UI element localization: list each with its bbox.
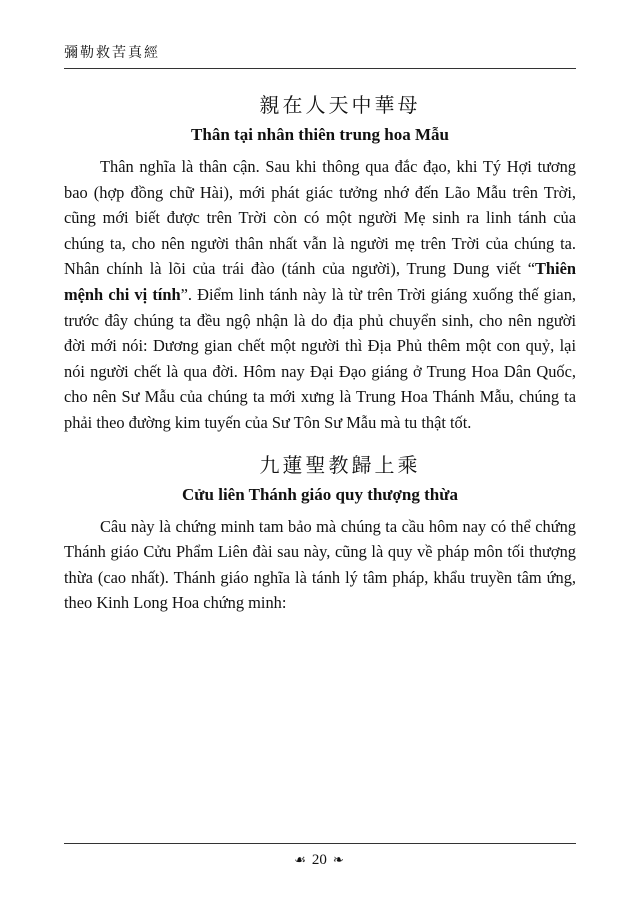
section-2 [64,448,576,616]
section-gap [64,436,576,448]
section-1-viet-title: Thân tại nhân thiên trung hoa Mẫu [191,125,449,144]
header-rule [64,68,576,69]
section-1-han-title: 親在人天中華母 [259,93,421,117]
ornament-right-icon: ❧ [332,853,344,868]
section-1 [64,88,576,436]
footer-rule [64,843,576,844]
running-header: 彌勒救苦真經 [64,45,160,61]
paragraph-text-after: ”. Điểm linh tánh này là từ trên Trời giáng xuống thế gian, trước đây chúng ta đều ngộ nhận là do địa phủ chuyển sinh, cho nên người đời mới nói: Dương gian chết một người thì Địa Phủ thêm một con quỷ, lại nói người chết là qua đời. Hôm nay Đại Đạo giáng ở Trung Hoa Dân Quốc, cho nên Sư Mẫu của chúng ta mới xưng là Trung Hoa Thánh Mẫu, chúng ta phải theo đường kim tuyến của Sư Tôn Sư Mẫu mà tu thật tốt. [64,284,576,432]
section-2-viet-title: Cửu liên Thánh giáo quy thượng thừa [182,484,458,504]
section-2-paragraph: Câu này là chứng minh tam bảo mà chúng ta cầu hôm nay có thể chứng Thánh giáo Cửu Phẩm Liên đài sau này, cũng là quy về pháp môn tối thượng thừa (cao nhất). Thánh giáo nghĩa là tánh lý tâm pháp, khẩu truyền tâm ứng, theo Kinh Long Hoa chứng minh: [64,516,576,613]
section-2-han-title: 九蓮聖教歸上乘 [259,452,421,477]
page-content [64,88,576,616]
paragraph-emphasis: Thiên mệnh chi vị tính [64,259,576,304]
page-number: 20 [311,852,327,868]
section-1-paragraph [64,154,576,436]
paragraph-text-before: Thân nghĩa là thân cận. Sau khi thông qua đắc đạo, khi Tý Hợi tương bao (hợp đồng chữ Hài), mới phát giác tưởng nhớ đến Lão Mẫu trên Trời, cũng mới biết được trên Trời còn có một người Mẹ sinh ra linh tánh của chúng ta, cho nên người thân nhất vẫn là người mẹ trên Trời của chúng ta. Nhân chính là lõi của trái đào (tánh của người), Trung Dung viết “ [64,157,576,279]
ornament-left-icon: ☙ [294,853,306,868]
page-footer [0,852,638,869]
